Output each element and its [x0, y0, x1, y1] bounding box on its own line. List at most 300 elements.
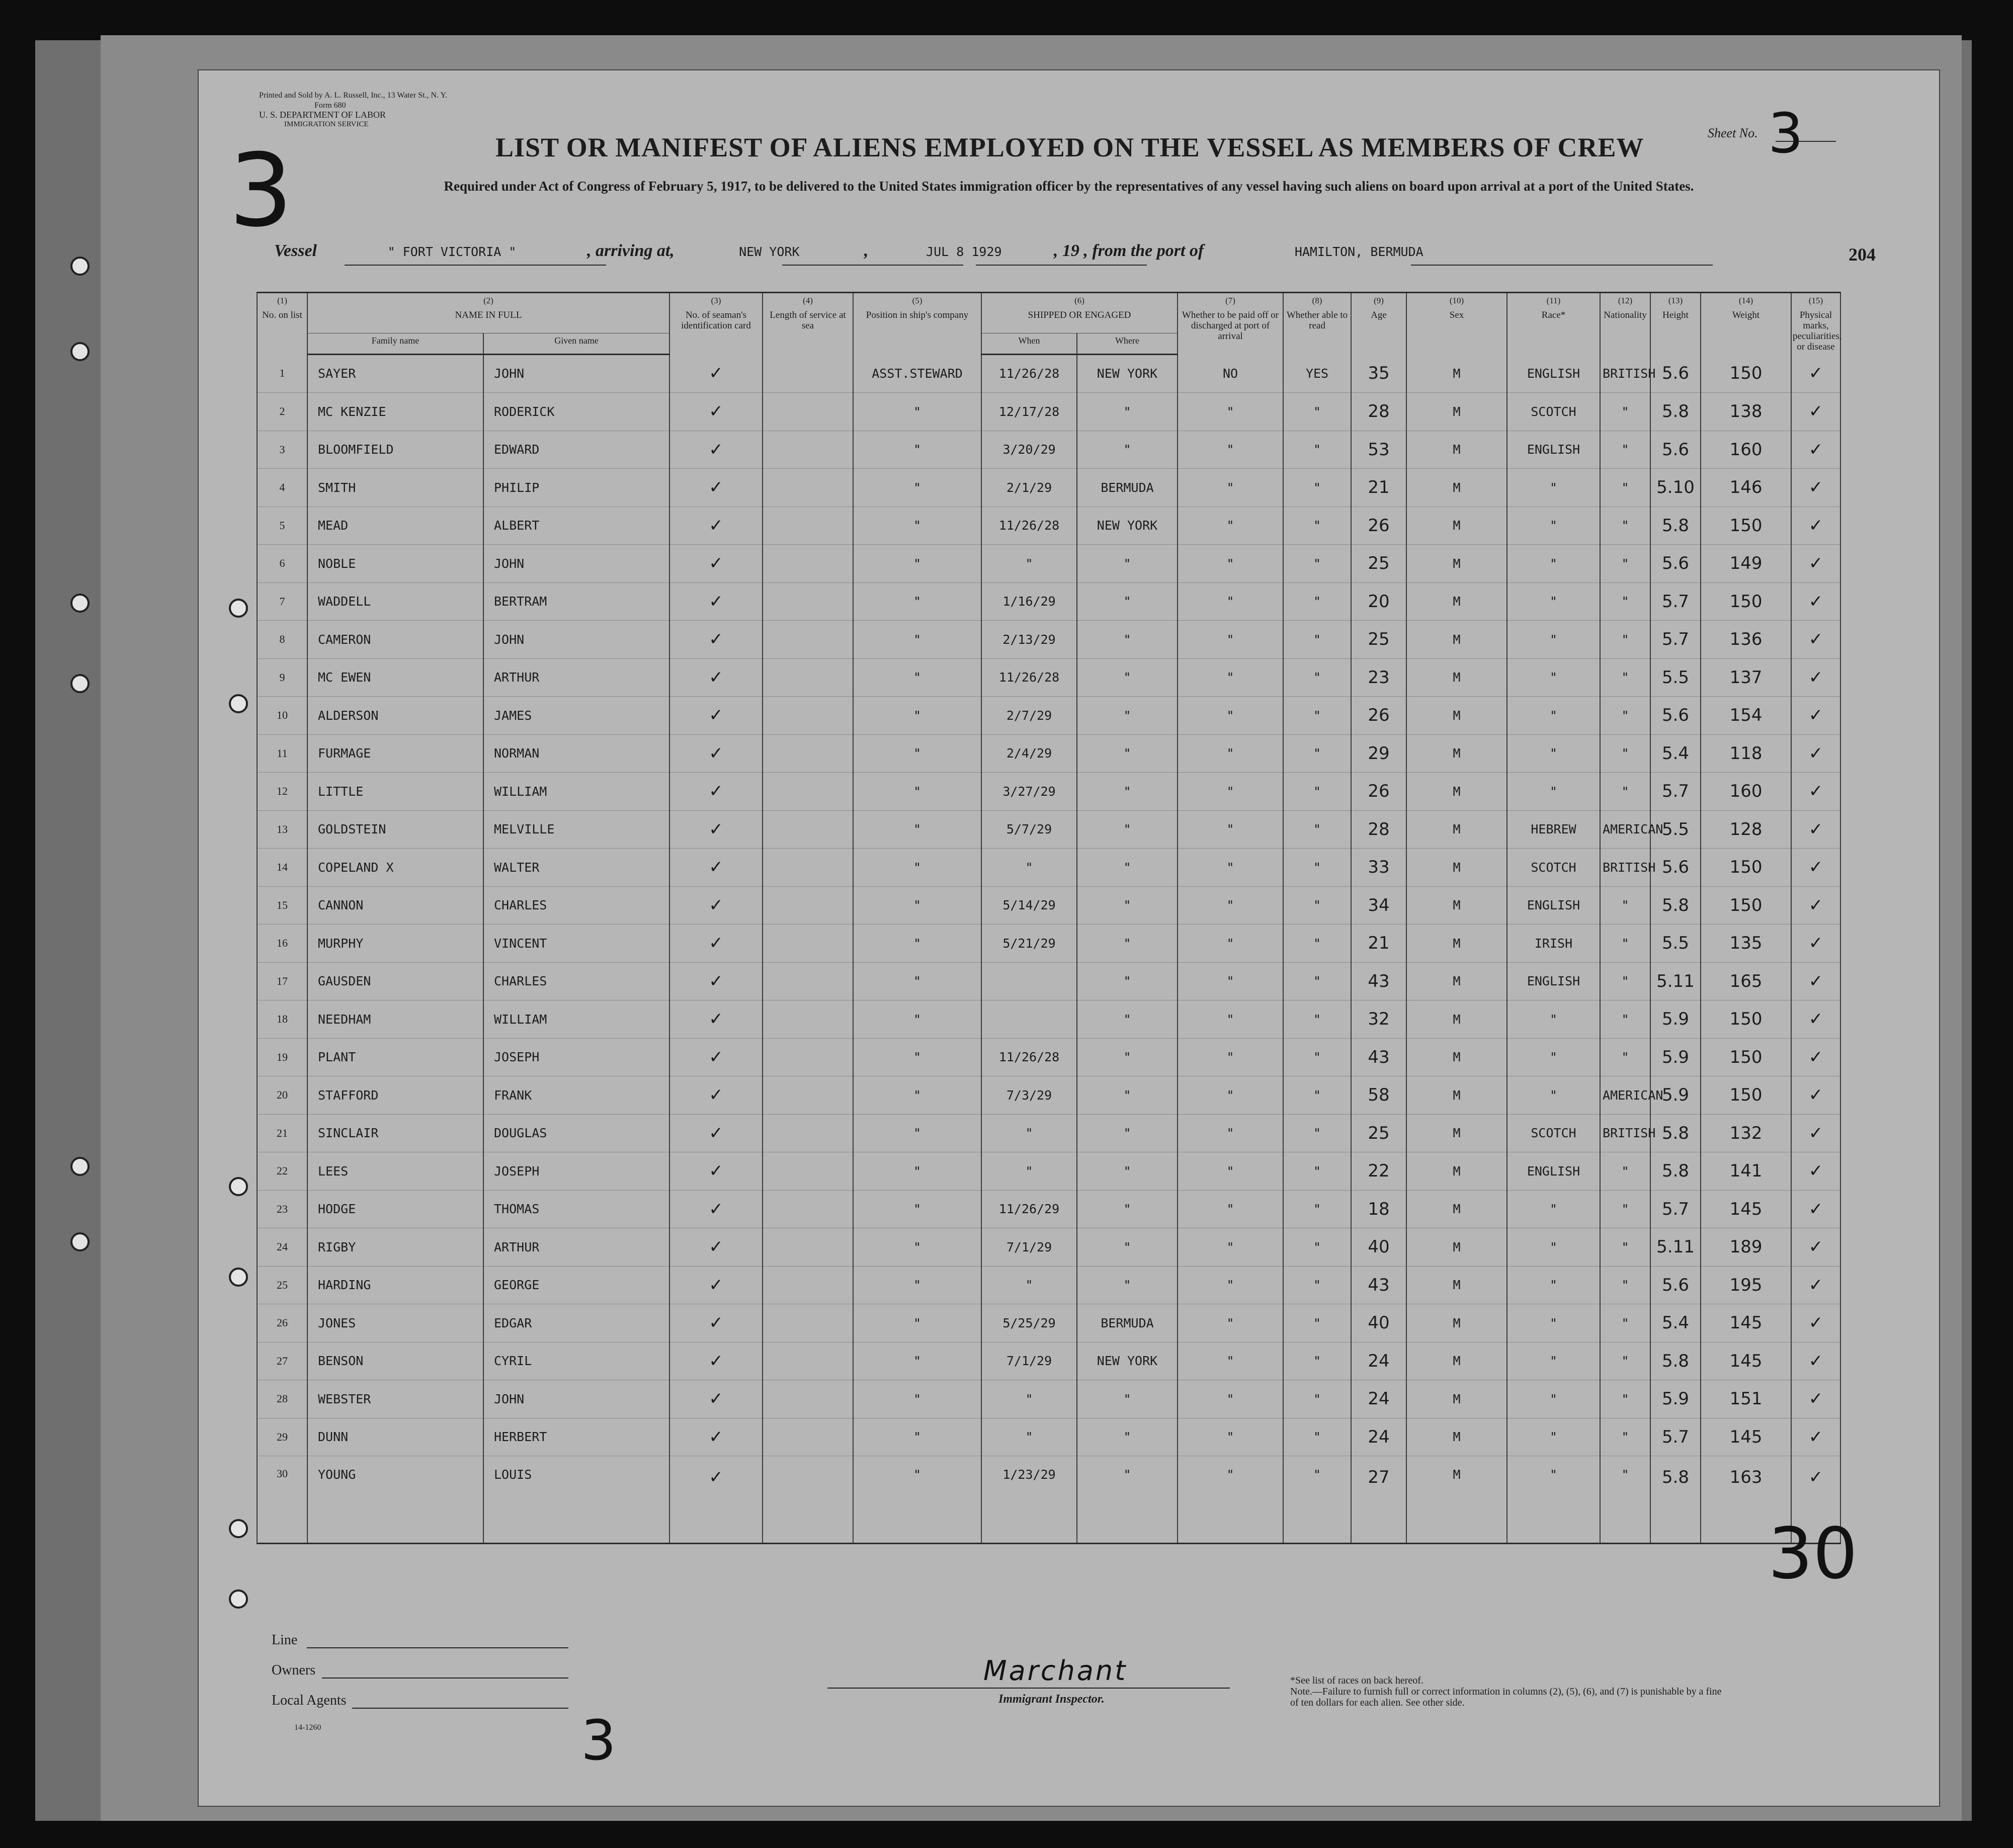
check-mark-icon: ✓ — [709, 819, 723, 839]
binder-hole — [229, 1589, 248, 1609]
cell-family-name: NEEDHAM — [307, 1000, 483, 1039]
cell-length-of-service — [763, 1304, 853, 1342]
cell-shipped-where: " — [1077, 431, 1178, 469]
cell-sex: M — [1406, 354, 1507, 393]
cell-family-name: HODGE — [307, 1190, 483, 1228]
cell-family-name: MC KENZIE — [307, 393, 483, 431]
table-row — [257, 1380, 1840, 1418]
cell-id-card-check — [669, 1266, 763, 1304]
check-mark-icon: ✓ — [709, 1389, 723, 1409]
cell-physical-marks-check — [1791, 507, 1840, 545]
cell-given-name: GEORGE — [483, 1266, 669, 1304]
cell-length-of-service — [763, 925, 853, 963]
cell-weight: 118 — [1701, 734, 1791, 773]
cell-race: SCOTCH — [1507, 393, 1600, 431]
cell-shipped-when: " — [981, 1266, 1077, 1304]
cell-row-number: 6 — [257, 545, 307, 583]
cell-given-name: JOHN — [483, 545, 669, 583]
table-row — [257, 886, 1840, 925]
check-mark-icon: ✓ — [709, 401, 723, 422]
page-number: 204 — [1849, 244, 1876, 265]
cell-shipped-when: 2/13/29 — [981, 621, 1077, 659]
cell-sex: M — [1406, 582, 1507, 621]
cell-sex: M — [1406, 393, 1507, 431]
cell-sex: M — [1406, 1228, 1507, 1267]
cell-age: 25 — [1351, 545, 1406, 583]
cell-age: 43 — [1351, 962, 1406, 1000]
cell-weight: 145 — [1701, 1342, 1791, 1380]
cell-able-to-read: " — [1283, 810, 1351, 849]
cell-paid-off: " — [1178, 1000, 1283, 1039]
cell-position: " — [853, 962, 981, 1000]
table-row — [257, 545, 1840, 583]
col-height-header: (13) Height — [1650, 293, 1701, 355]
cell-row-number: 12 — [257, 773, 307, 811]
cell-given-name: JOHN — [483, 1380, 669, 1418]
cell-paid-off: " — [1178, 1228, 1283, 1267]
check-mark-icon: ✓ — [1808, 857, 1823, 878]
cell-length-of-service — [763, 1418, 853, 1456]
binder-hole — [70, 674, 90, 693]
cell-nationality: " — [1600, 621, 1650, 659]
cell-nationality: " — [1600, 1038, 1650, 1076]
cell-position: " — [853, 1076, 981, 1115]
cell-row-number: 14 — [257, 849, 307, 887]
cell-length-of-service — [763, 431, 853, 469]
cell-paid-off: " — [1178, 849, 1283, 887]
cell-id-card-check — [669, 1228, 763, 1267]
table-row — [257, 849, 1840, 887]
line-field — [307, 1647, 568, 1648]
arriving-label: , arriving at, — [587, 241, 675, 260]
line-label: Line — [272, 1632, 298, 1648]
cell-shipped-when: 11/26/28 — [981, 507, 1077, 545]
cell-physical-marks-check — [1791, 849, 1840, 887]
cell-age: 53 — [1351, 431, 1406, 469]
cell-weight: 138 — [1701, 393, 1791, 431]
cell-sex: M — [1406, 925, 1507, 963]
cell-race: " — [1507, 1418, 1600, 1456]
cell-shipped-when: " — [981, 1152, 1077, 1191]
binder-hole — [70, 594, 90, 613]
cell-given-name: THOMAS — [483, 1190, 669, 1228]
binder-hole — [229, 1177, 248, 1196]
cell-shipped-when: " — [981, 1380, 1077, 1418]
cell-nationality: AMERICAN — [1600, 810, 1650, 849]
cell-race: " — [1507, 734, 1600, 773]
cell-age: 22 — [1351, 1152, 1406, 1191]
cell-given-name: ARTHUR — [483, 658, 669, 697]
cell-nationality: " — [1600, 393, 1650, 431]
cell-nationality: " — [1600, 1152, 1650, 1191]
cell-paid-off: " — [1178, 1190, 1283, 1228]
cell-nationality: AMERICAN — [1600, 1076, 1650, 1115]
cell-able-to-read: " — [1283, 582, 1351, 621]
cell-sex: M — [1406, 507, 1507, 545]
cell-row-number: 20 — [257, 1076, 307, 1115]
cell-nationality: " — [1600, 431, 1650, 469]
cell-paid-off: " — [1178, 697, 1283, 735]
cell-nationality: BRITISH — [1600, 354, 1650, 393]
cell-age: 24 — [1351, 1418, 1406, 1456]
cell-id-card-check — [669, 354, 763, 393]
cell-able-to-read: " — [1283, 1114, 1351, 1152]
cell-length-of-service — [763, 1342, 853, 1380]
cell-sex: M — [1406, 1418, 1507, 1456]
col-marks-header: (15) Physical marks, peculiarities, or disease — [1791, 293, 1840, 355]
local-agents-field — [352, 1708, 568, 1709]
check-mark-icon: ✓ — [1808, 1275, 1823, 1295]
table-row — [257, 962, 1840, 1000]
cell-physical-marks-check — [1791, 1038, 1840, 1076]
cell-given-name: DOUGLAS — [483, 1114, 669, 1152]
col-when-header: When — [981, 333, 1077, 354]
binder-hole — [229, 599, 248, 618]
cell-able-to-read: " — [1283, 621, 1351, 659]
binder-hole — [229, 1268, 248, 1287]
cell-id-card-check — [669, 1418, 763, 1456]
cell-position: " — [853, 1190, 981, 1228]
cell-nationality: BRITISH — [1600, 1114, 1650, 1152]
table-row — [257, 1076, 1840, 1115]
cell-age: 43 — [1351, 1266, 1406, 1304]
cell-position: " — [853, 1418, 981, 1456]
cell-id-card-check — [669, 1152, 763, 1191]
cell-position: " — [853, 621, 981, 659]
cell-nationality: " — [1600, 545, 1650, 583]
cell-family-name: LITTLE — [307, 773, 483, 811]
cell-shipped-when: 7/3/29 — [981, 1076, 1077, 1115]
table-row — [257, 697, 1840, 735]
cell-paid-off: " — [1178, 1304, 1283, 1342]
cell-race: " — [1507, 621, 1600, 659]
cell-age: 25 — [1351, 1114, 1406, 1152]
check-mark-icon: ✓ — [1808, 743, 1823, 764]
cell-age: 58 — [1351, 1076, 1406, 1115]
cell-race: " — [1507, 658, 1600, 697]
cell-weight: 145 — [1701, 1190, 1791, 1228]
cell-length-of-service — [763, 1228, 853, 1267]
cell-nationality: " — [1600, 1418, 1650, 1456]
service-name: IMMIGRATION SERVICE — [284, 120, 369, 128]
cell-age: 32 — [1351, 1000, 1406, 1039]
cell-able-to-read: " — [1283, 507, 1351, 545]
cell-length-of-service — [763, 962, 853, 1000]
owners-field — [322, 1677, 568, 1678]
cell-length-of-service — [763, 582, 853, 621]
cell-able-to-read: " — [1283, 925, 1351, 963]
check-mark-icon: ✓ — [1808, 895, 1823, 915]
cell-age: 25 — [1351, 621, 1406, 659]
cell-family-name: RIGBY — [307, 1228, 483, 1267]
cell-row-number: 5 — [257, 507, 307, 545]
cell-position: " — [853, 734, 981, 773]
cell-position: " — [853, 507, 981, 545]
cell-able-to-read: " — [1283, 1380, 1351, 1418]
cell-nationality: " — [1600, 962, 1650, 1000]
cell-row-number: 27 — [257, 1342, 307, 1380]
cell-race: SCOTCH — [1507, 1114, 1600, 1152]
cell-shipped-when: 11/26/29 — [981, 1190, 1077, 1228]
cell-height: 5.6 — [1650, 545, 1701, 583]
cell-height: 5.9 — [1650, 1380, 1701, 1418]
cell-id-card-check — [669, 1304, 763, 1342]
sheet-number-label: Sheet No. — [1708, 126, 1758, 140]
cell-shipped-where: " — [1077, 1418, 1178, 1456]
cell-row-number: 23 — [257, 1190, 307, 1228]
cell-height: 5.5 — [1650, 658, 1701, 697]
cell-position: " — [853, 1456, 981, 1544]
check-mark-icon: ✓ — [1808, 477, 1823, 498]
cell-shipped-where: " — [1077, 582, 1178, 621]
cell-race: ENGLISH — [1507, 354, 1600, 393]
check-mark-icon: ✓ — [1808, 1313, 1823, 1333]
check-mark-icon: ✓ — [709, 1467, 723, 1487]
cell-age: 43 — [1351, 1038, 1406, 1076]
cell-paid-off: " — [1178, 1456, 1283, 1544]
cell-length-of-service — [763, 658, 853, 697]
cell-position: " — [853, 1152, 981, 1191]
cell-given-name: PHILIP — [483, 469, 669, 507]
check-mark-icon: ✓ — [709, 1085, 723, 1106]
cell-race: ENGLISH — [1507, 886, 1600, 925]
cell-row-number: 4 — [257, 469, 307, 507]
cell-id-card-check — [669, 1038, 763, 1076]
cell-length-of-service — [763, 1038, 853, 1076]
cell-position: " — [853, 810, 981, 849]
col-no-header: (1) No. on list — [257, 293, 307, 355]
cell-nationality: " — [1600, 1456, 1650, 1544]
col-age-header: (9) Age — [1351, 293, 1406, 355]
table-row — [257, 1228, 1840, 1267]
cell-row-number: 18 — [257, 1000, 307, 1039]
check-mark-icon: ✓ — [709, 629, 723, 650]
col-shipped-header: (6) SHIPPED OR ENGAGED — [981, 293, 1178, 333]
cell-shipped-where: " — [1077, 545, 1178, 583]
cell-able-to-read: " — [1283, 697, 1351, 735]
check-mark-icon: ✓ — [1808, 1351, 1823, 1371]
cell-race: " — [1507, 1456, 1600, 1544]
cell-sex: M — [1406, 886, 1507, 925]
cell-weight: 154 — [1701, 697, 1791, 735]
table-row — [257, 658, 1840, 697]
cell-family-name: DUNN — [307, 1418, 483, 1456]
cell-paid-off: NO — [1178, 354, 1283, 393]
cell-race: " — [1507, 582, 1600, 621]
cell-paid-off: " — [1178, 1342, 1283, 1380]
cell-physical-marks-check — [1791, 431, 1840, 469]
cell-id-card-check — [669, 582, 763, 621]
cell-age: 28 — [1351, 810, 1406, 849]
cell-nationality: " — [1600, 773, 1650, 811]
cell-physical-marks-check — [1791, 810, 1840, 849]
cell-position: ASST.STEWARD — [853, 354, 981, 393]
cell-id-card-check — [669, 469, 763, 507]
cell-age: 24 — [1351, 1380, 1406, 1418]
cell-id-card-check — [669, 1000, 763, 1039]
cell-weight: 137 — [1701, 658, 1791, 697]
check-mark-icon: ✓ — [709, 667, 723, 688]
cell-family-name: YOUNG — [307, 1456, 483, 1544]
cell-paid-off: " — [1178, 773, 1283, 811]
cell-height: 5.7 — [1650, 773, 1701, 811]
cell-physical-marks-check — [1791, 1304, 1840, 1342]
cell-shipped-where: " — [1077, 1380, 1178, 1418]
check-mark-icon: ✓ — [1808, 1237, 1823, 1257]
cell-shipped-where: " — [1077, 849, 1178, 887]
cell-age: 24 — [1351, 1342, 1406, 1380]
cell-shipped-when: 7/1/29 — [981, 1342, 1077, 1380]
cell-sex: M — [1406, 1114, 1507, 1152]
cell-position: " — [853, 1228, 981, 1267]
cell-position: " — [853, 1380, 981, 1418]
table-row — [257, 773, 1840, 811]
col-race-header: (11) Race* — [1507, 293, 1600, 355]
crew-rows — [257, 354, 1840, 1544]
cell-height: 5.6 — [1650, 431, 1701, 469]
cell-sex: M — [1406, 545, 1507, 583]
cell-nationality: " — [1600, 1266, 1650, 1304]
cell-row-number: 24 — [257, 1228, 307, 1267]
cell-height: 5.8 — [1650, 1342, 1701, 1380]
table-row — [257, 431, 1840, 469]
cell-family-name: GOLDSTEIN — [307, 810, 483, 849]
table-row — [257, 1304, 1840, 1342]
cell-shipped-where: " — [1077, 1190, 1178, 1228]
cell-length-of-service — [763, 734, 853, 773]
cell-race: ENGLISH — [1507, 1152, 1600, 1191]
check-mark-icon: ✓ — [1808, 591, 1823, 612]
cell-shipped-when: 11/26/28 — [981, 1038, 1077, 1076]
cell-length-of-service — [763, 1114, 853, 1152]
cell-given-name: VINCENT — [483, 925, 669, 963]
cell-id-card-check — [669, 1114, 763, 1152]
cell-length-of-service — [763, 1190, 853, 1228]
cell-shipped-when: 11/26/28 — [981, 354, 1077, 393]
inspector-label: Immigrant Inspector. — [998, 1693, 1105, 1706]
cell-sex: M — [1406, 1456, 1507, 1544]
manifest-sheet — [199, 70, 1939, 1806]
cell-paid-off: " — [1178, 734, 1283, 773]
col-paid-off-header: (7) Whether to be paid off or discharged at port of arrival — [1178, 293, 1283, 355]
cell-weight: 189 — [1701, 1228, 1791, 1267]
cell-family-name: STAFFORD — [307, 1076, 483, 1115]
cell-physical-marks-check — [1791, 1076, 1840, 1115]
cell-shipped-where: " — [1077, 697, 1178, 735]
cell-height: 5.9 — [1650, 1076, 1701, 1115]
cell-family-name: NOBLE — [307, 545, 483, 583]
cell-given-name: JOHN — [483, 354, 669, 393]
cell-given-name: HERBERT — [483, 1418, 669, 1456]
cell-sex: M — [1406, 962, 1507, 1000]
cell-family-name: BENSON — [307, 1342, 483, 1380]
cell-race: " — [1507, 507, 1600, 545]
cell-sex: M — [1406, 1342, 1507, 1380]
cell-age: 26 — [1351, 697, 1406, 735]
binder-hole — [70, 1157, 90, 1176]
cell-given-name: CHARLES — [483, 886, 669, 925]
cell-race: " — [1507, 1342, 1600, 1380]
check-mark-icon: ✓ — [1808, 1389, 1823, 1409]
table-row — [257, 734, 1840, 773]
cell-given-name: JOHN — [483, 621, 669, 659]
cell-row-number: 9 — [257, 658, 307, 697]
check-mark-icon: ✓ — [1808, 971, 1823, 991]
cell-paid-off: " — [1178, 1380, 1283, 1418]
check-mark-icon: ✓ — [1808, 705, 1823, 726]
cell-weight: 150 — [1701, 1076, 1791, 1115]
cell-shipped-when: 2/7/29 — [981, 697, 1077, 735]
cell-shipped-when: 3/20/29 — [981, 431, 1077, 469]
cell-weight: 150 — [1701, 849, 1791, 887]
cell-id-card-check — [669, 1076, 763, 1115]
cell-race: " — [1507, 1000, 1600, 1039]
cell-id-card-check — [669, 886, 763, 925]
cell-able-to-read: " — [1283, 1456, 1351, 1544]
cell-position: " — [853, 582, 981, 621]
cell-age: 27 — [1351, 1456, 1406, 1544]
check-mark-icon: ✓ — [709, 439, 723, 460]
cell-height: 5.11 — [1650, 962, 1701, 1000]
handwritten-total: 30 — [1768, 1513, 1858, 1595]
cell-nationality: " — [1600, 886, 1650, 925]
cell-position: " — [853, 697, 981, 735]
check-mark-icon: ✓ — [709, 1426, 723, 1447]
cell-given-name: EDGAR — [483, 1304, 669, 1342]
cell-row-number: 21 — [257, 1114, 307, 1152]
cell-sex: M — [1406, 1304, 1507, 1342]
cell-given-name: MELVILLE — [483, 810, 669, 849]
col-sex-header: (10) Sex — [1406, 293, 1507, 355]
check-mark-icon: ✓ — [1808, 553, 1823, 574]
cell-given-name: ALBERT — [483, 507, 669, 545]
cell-shipped-when: 2/1/29 — [981, 469, 1077, 507]
cell-sex: M — [1406, 697, 1507, 735]
cell-age: 20 — [1351, 582, 1406, 621]
cell-family-name: MEAD — [307, 507, 483, 545]
cell-physical-marks-check — [1791, 582, 1840, 621]
cell-nationality: " — [1600, 925, 1650, 963]
cell-position: " — [853, 1038, 981, 1076]
cell-physical-marks-check — [1791, 925, 1840, 963]
cell-paid-off: " — [1178, 925, 1283, 963]
cell-given-name: JAMES — [483, 697, 669, 735]
cell-position: " — [853, 545, 981, 583]
cell-shipped-where: " — [1077, 658, 1178, 697]
races-note: *See list of races on back hereof. — [1290, 1675, 1423, 1686]
cell-sex: M — [1406, 734, 1507, 773]
check-mark-icon: ✓ — [1808, 1161, 1823, 1182]
cell-height: 5.8 — [1650, 1456, 1701, 1544]
cell-race: " — [1507, 1228, 1600, 1267]
cell-position: " — [853, 469, 981, 507]
cell-shipped-where: " — [1077, 1456, 1178, 1544]
cell-height: 5.6 — [1650, 697, 1701, 735]
check-mark-icon: ✓ — [1808, 1047, 1823, 1067]
cell-height: 5.9 — [1650, 1000, 1701, 1039]
cell-physical-marks-check — [1791, 962, 1840, 1000]
cell-given-name: NORMAN — [483, 734, 669, 773]
cell-nationality: " — [1600, 1304, 1650, 1342]
cell-physical-marks-check — [1791, 658, 1840, 697]
cell-position: " — [853, 1342, 981, 1380]
cell-able-to-read: " — [1283, 469, 1351, 507]
cell-position: " — [853, 849, 981, 887]
cell-given-name: WILLIAM — [483, 773, 669, 811]
cell-row-number: 7 — [257, 582, 307, 621]
cell-family-name: SMITH — [307, 469, 483, 507]
cell-row-number: 26 — [257, 1304, 307, 1342]
